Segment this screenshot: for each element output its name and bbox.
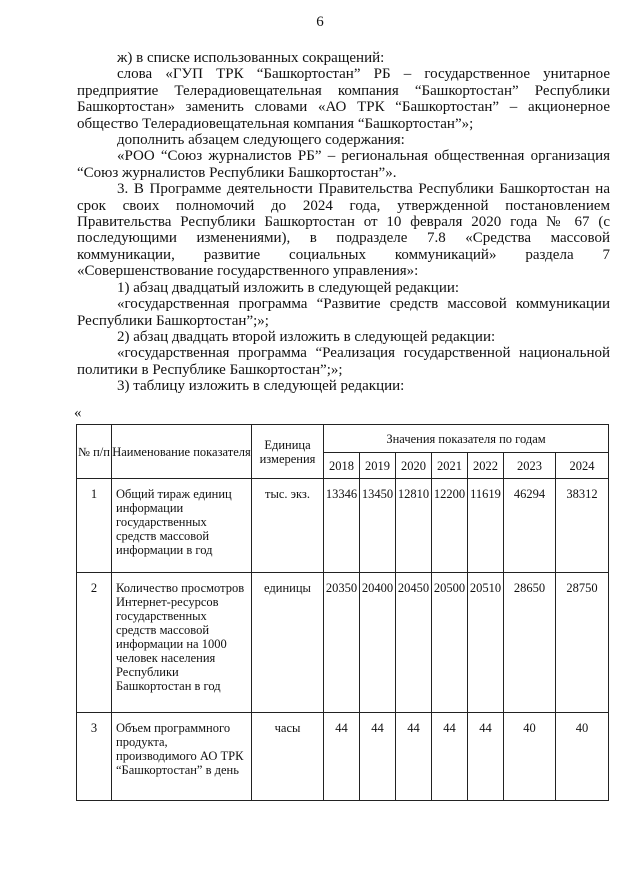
indicator-unit: часы	[252, 713, 324, 801]
header-year: 2018	[324, 453, 360, 479]
indicator-unit: тыс. экз.	[252, 479, 324, 573]
table-row	[77, 479, 609, 573]
paragraph-replace-words: слова «ГУП ТРК “Башкортостан” РБ – государственное унитарное предприятие Телерадиовещательная компания “Башкортостан” Республики Башкортостан» заменить словами «АО ТРК “Башкортостан” – акционерное общество Телерадиовещательная компания “Башкортостан”»;	[77, 66, 610, 132]
header-year: 2019	[360, 453, 396, 479]
paragraph-sub-2: 2) абзац двадцать второй изложить в следующей редакции:	[117, 328, 496, 345]
indicator-value: 44	[324, 713, 360, 801]
indicator-value: 11619	[468, 479, 504, 573]
opening-quote-mark: «	[74, 405, 82, 421]
indicator-unit: единицы	[252, 573, 324, 713]
indicator-value: 12200	[432, 479, 468, 573]
paragraph-roo-definition: «РОО “Союз журналистов РБ” – региональная общественная организация “Союз журналистов Республики Башкортостан”».	[77, 148, 610, 181]
header-unit: Единица измерения	[252, 425, 324, 479]
header-year: 2020	[396, 453, 432, 479]
body-text	[77, 50, 610, 395]
page-number: 6	[316, 14, 324, 30]
header-year: 2024	[556, 453, 609, 479]
indicator-value: 38312	[556, 479, 609, 573]
header-values-by-year: Значения показателя по годам	[324, 425, 609, 453]
header-year: 2022	[468, 453, 504, 479]
row-number: 3	[77, 713, 112, 801]
indicator-value: 28750	[556, 573, 609, 713]
paragraph-sub-2-text: «государственная программа “Реализация государственной национальной политики в Республике Башкортостан”;»;	[77, 345, 610, 378]
indicator-value: 20400	[360, 573, 396, 713]
indicator-value: 20500	[432, 573, 468, 713]
indicator-value: 20350	[324, 573, 360, 713]
paragraph-sub-1-text: «государственная программа “Развитие средств массовой коммуникации Республики Башкортостан”;»;	[77, 296, 610, 329]
indicator-name: Общий тираж единиц информации государственных средств массовой информации в год	[112, 479, 252, 573]
paragraph-add-abzac: дополнить абзацем следующего содержания:	[117, 132, 405, 149]
indicator-value: 44	[432, 713, 468, 801]
indicator-name: Объем программного продукта, производимого АО ТРК “Башкортостан” в день	[112, 713, 252, 801]
indicator-value: 12810	[396, 479, 432, 573]
indicator-value: 13450	[360, 479, 396, 573]
table-row	[77, 713, 609, 801]
indicator-value: 20510	[468, 573, 504, 713]
header-indicator-name: Наименование показателя	[112, 425, 252, 479]
indicator-value: 44	[396, 713, 432, 801]
header-number: № п/п	[77, 425, 112, 479]
indicator-value: 40	[504, 713, 556, 801]
table-row	[77, 573, 609, 713]
row-number: 2	[77, 573, 112, 713]
row-number: 1	[77, 479, 112, 573]
indicator-value: 44	[468, 713, 504, 801]
indicator-value: 20450	[396, 573, 432, 713]
indicator-value: 13346	[324, 479, 360, 573]
paragraph-abbrev-intro: ж) в списке использованных сокращений:	[117, 50, 385, 66]
header-year: 2021	[432, 453, 468, 479]
indicator-value: 40	[556, 713, 609, 801]
indicator-value: 28650	[504, 573, 556, 713]
indicator-value: 46294	[504, 479, 556, 573]
paragraph-program-item-3: 3. В Программе деятельности Правительства Республики Башкортостан на срок своих полномочий до 2024 года, утвержденной постановлением Правительства Республики Башкортостан от 10 февраля 2020 года № 67 (с последующими изменениями), в подразделе 7.8 «Средства массовой коммуникации, развитие социальных коммуникаций» раздела 7 «Совершенствование государственного управления»:	[77, 181, 610, 280]
indicators-table	[76, 424, 609, 801]
header-year: 2023	[504, 453, 556, 479]
indicator-value: 44	[360, 713, 396, 801]
paragraph-sub-1: 1) абзац двадцатый изложить в следующей редакции:	[117, 279, 460, 296]
paragraph-sub-3: 3) таблицу изложить в следующей редакции:	[117, 378, 405, 395]
indicator-name: Количество просмотров Интернет-ресурсов государственных средств массовой информации на 1000 человек населения Республики Башкортостан в год	[112, 573, 252, 713]
